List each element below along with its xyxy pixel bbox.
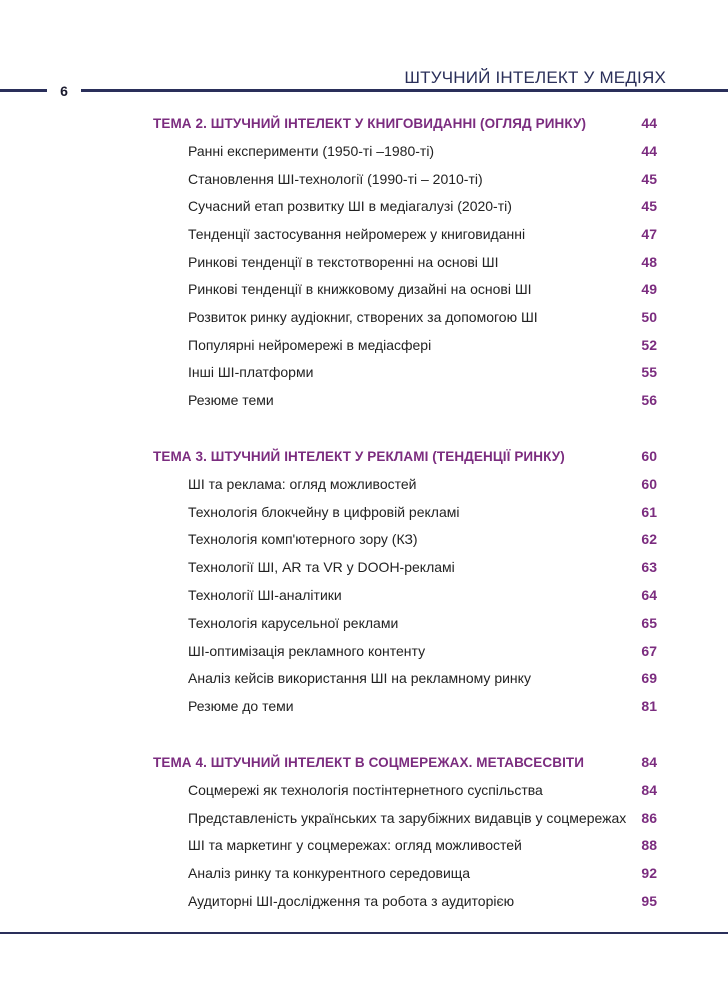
item-title: Резюме теми — [188, 392, 274, 408]
page-reference: 47 — [641, 226, 657, 242]
page-reference: 45 — [641, 171, 657, 187]
toc-item — [0, 833, 728, 857]
section-title: ТЕМА 4. ШТУЧНИЙ ІНТЕЛЕКТ В СОЦМЕРЕЖАХ. МЕТАВСЕСВІТИ — [153, 754, 585, 770]
footer-rule — [0, 932, 728, 934]
section-title: ТЕМА 2. ШТУЧНИЙ ІНТЕЛЕКТ У КНИГОВИДАННІ (ОГЛЯД РИНКУ) — [153, 115, 587, 131]
toc-item — [0, 889, 728, 913]
page-number: 6 — [47, 80, 81, 102]
toc-item — [0, 472, 728, 496]
toc-item — [0, 555, 728, 579]
page-reference: 56 — [641, 392, 657, 408]
toc-item — [0, 583, 728, 607]
toc-item — [0, 305, 728, 329]
page-reference: 55 — [641, 364, 657, 380]
item-title: Аудиторні ШІ-дослідження та робота з аудиторією — [188, 893, 515, 909]
toc-item — [0, 527, 728, 551]
toc-item — [0, 694, 728, 718]
item-title: Інші ШІ-платформи — [188, 364, 314, 380]
toc-item — [0, 333, 728, 357]
page-reference: 84 — [641, 782, 657, 798]
page-reference: 48 — [641, 254, 657, 270]
running-title: ШТУЧНИЙ ІНТЕЛЕКТ У МЕДІЯХ — [404, 68, 666, 87]
page-reference: 95 — [641, 893, 657, 909]
item-title: Технології ШІ-аналітики — [188, 587, 342, 603]
toc-item — [0, 277, 728, 301]
toc-item — [0, 639, 728, 663]
item-title: Представленість українських та зарубіжних видавців у соцмережах — [188, 810, 627, 826]
item-title: Розвиток ринку аудіокниг, створених за допомогою ШІ — [188, 309, 538, 325]
page-reference: 50 — [641, 309, 657, 325]
toc-item — [0, 388, 728, 412]
item-title: Аналіз кейсів використання ШІ на рекламному ринку — [188, 670, 531, 686]
toc-section-heading — [0, 444, 728, 468]
page-reference: 64 — [641, 587, 657, 603]
toc-item — [0, 611, 728, 635]
page-reference: 60 — [641, 476, 657, 492]
page-reference: 44 — [641, 115, 657, 131]
page-reference: 67 — [641, 643, 657, 659]
item-title: Технологія блокчейну в цифровій рекламі — [188, 504, 460, 520]
page-reference: 61 — [641, 504, 657, 520]
item-title: ШІ та маркетинг у соцмережах: огляд можливостей — [188, 837, 522, 853]
item-title: Технологія карусельної реклами — [188, 615, 399, 631]
page-reference: 84 — [641, 754, 657, 770]
toc-item — [0, 360, 728, 384]
page-reference: 44 — [641, 143, 657, 159]
page-reference: 88 — [641, 837, 657, 853]
item-title: Становлення ШІ-технології (1990-ті – 2010-ті) — [188, 171, 483, 187]
item-title: Технології ШІ, AR та VR у DOOH-рекламі — [188, 559, 455, 575]
page-reference: 49 — [641, 281, 657, 297]
item-title: Ранні експерименти (1950-ті –1980-ті) — [188, 143, 435, 159]
page-reference: 45 — [641, 198, 657, 214]
item-title: ШІ та реклама: огляд можливостей — [188, 476, 417, 492]
toc-item — [0, 666, 728, 690]
toc-item — [0, 167, 728, 191]
item-title: Популярні нейромережі в медіасфері — [188, 337, 432, 353]
item-title: Соцмережі як технологія постінтернетного суспільства — [188, 782, 543, 798]
page-reference: 52 — [641, 337, 657, 353]
page-reference: 92 — [641, 865, 657, 881]
toc-item — [0, 250, 728, 274]
page-reference: 63 — [641, 559, 657, 575]
toc-item — [0, 500, 728, 524]
toc-item — [0, 778, 728, 802]
item-title: Технологія комп'ютерного зору (КЗ) — [188, 531, 418, 547]
page-reference: 62 — [641, 531, 657, 547]
page-reference: 86 — [641, 810, 657, 826]
item-title: Аналіз ринку та конкурентного середовища — [188, 865, 471, 881]
item-title: Ринкові тенденції в текстотворенні на основі ШІ — [188, 254, 499, 270]
toc-item — [0, 806, 728, 830]
item-title: Тенденції застосування нейромереж у книговиданні — [188, 226, 526, 242]
toc-item — [0, 139, 728, 163]
page-reference: 65 — [641, 615, 657, 631]
item-title: ШІ-оптимізація рекламного контенту — [188, 643, 426, 659]
header-rule — [0, 89, 728, 92]
toc-item — [0, 194, 728, 218]
toc-item — [0, 222, 728, 246]
toc-item — [0, 861, 728, 885]
page-reference: 60 — [641, 448, 657, 464]
section-title: ТЕМА 3. ШТУЧНИЙ ІНТЕЛЕКТ У РЕКЛАМІ (ТЕНДЕНЦІЇ РИНКУ) — [153, 448, 565, 464]
item-title: Сучасний етап розвитку ШІ в медіагалузі (2020-ті) — [188, 198, 512, 214]
toc-section-heading — [0, 111, 728, 135]
page-reference: 69 — [641, 670, 657, 686]
item-title: Ринкові тенденції в книжковому дизайні на основі ШІ — [188, 281, 532, 297]
page-reference: 81 — [641, 698, 657, 714]
item-title: Резюме до теми — [188, 698, 294, 714]
toc-section-heading — [0, 750, 728, 774]
